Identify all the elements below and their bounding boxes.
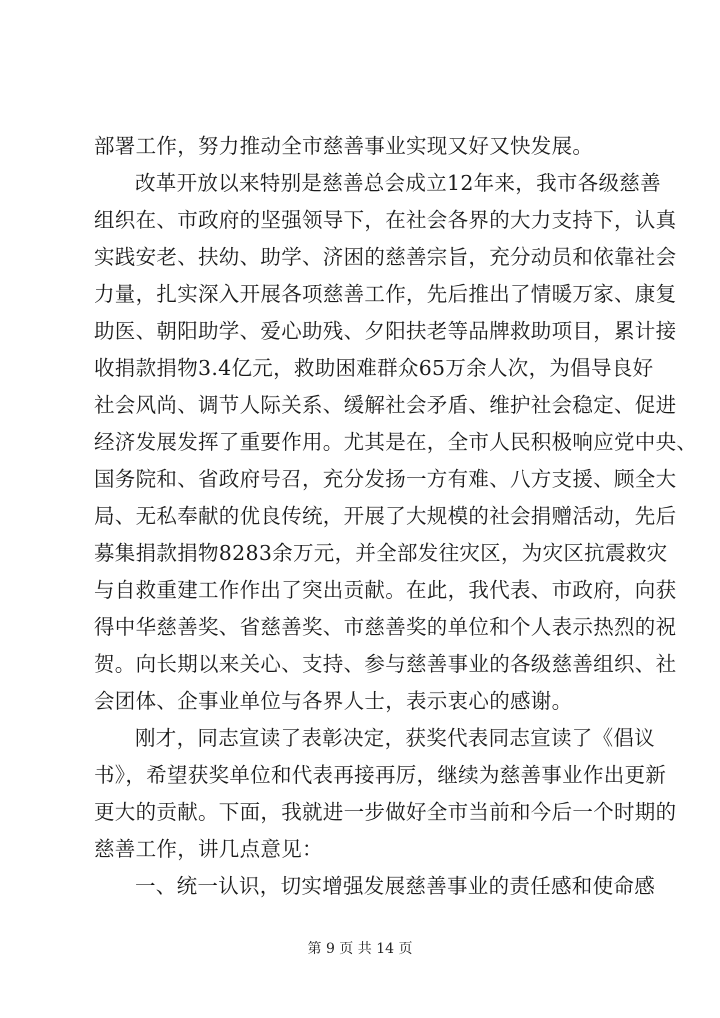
text-line-9: 经济发展发挥了重要作用。尤其是在，全市人民积极响应党中央、	[94, 430, 698, 454]
text-line-17: 刚才，同志宣读了表彰决定，获奖代表同志宣读了《倡议	[135, 726, 655, 750]
section-heading: 一、统一认识，切实增强发展慈善事业的责任感和使命感	[135, 874, 655, 898]
text-line-5: 力量，扎实深入开展各项慈善工作，先后推出了情暖万家、康复	[94, 282, 677, 306]
text-line-14: 得中华慈善奖、省慈善奖、市慈善奖的单位和个人表示热烈的祝	[94, 615, 677, 639]
text-line-18: 书》，希望获奖单位和代表再接再厉，继续为慈善事业作出更新	[94, 763, 667, 787]
text-line-3: 组织在、市政府的坚强领导下，在社会各界的大力支持下，认真	[94, 208, 677, 232]
text-line-11: 局、无私奉献的优良传统，开展了大规模的社会捐赠活动，先后	[94, 504, 677, 528]
text-line-1: 部署工作，努力推动全市慈善事业实现又好又快发展。	[94, 134, 594, 158]
text-line-7: 收捐款捐物3.4亿元，救助困难群众65万余人次，为倡导良好	[94, 356, 654, 380]
text-line-10: 国务院和、省政府号召，充分发扬一方有难、八方支援、顾全大	[94, 467, 677, 491]
text-line-13: 与自救重建工作作出了突出贡献。在此，我代表、市政府，向获	[94, 578, 677, 602]
text-line-19: 更大的贡献。下面，我就进一步做好全市当前和今后一个时期的	[94, 800, 677, 824]
text-line-16: 会团体、企事业单位与各界人士，表示衷心的感谢。	[94, 689, 573, 713]
page-number-footer: 第 9 页 共 14 页	[307, 941, 413, 957]
text-line-6: 助医、朝阳助学、爱心助残、夕阳扶老等品牌救助项目，累计接	[94, 319, 677, 343]
text-line-2: 改革开放以来特别是慈善总会成立12年来，我市各级慈善	[135, 171, 661, 195]
text-line-15: 贺。向长期以来关心、支持、参与慈善事业的各级慈善组织、社	[94, 652, 677, 676]
text-line-12: 募集捐款捐物8283余万元，并全部发往灾区，为灾区抗震救灾	[94, 541, 668, 565]
text-line-4: 实践安老、扶幼、助学、济困的慈善宗旨，充分动员和依靠社会	[94, 245, 677, 269]
text-line-20: 慈善工作，讲几点意见：	[94, 837, 323, 861]
text-line-8: 社会风尚、调节人际关系、缓解社会矛盾、维护社会稳定、促进	[94, 393, 677, 417]
